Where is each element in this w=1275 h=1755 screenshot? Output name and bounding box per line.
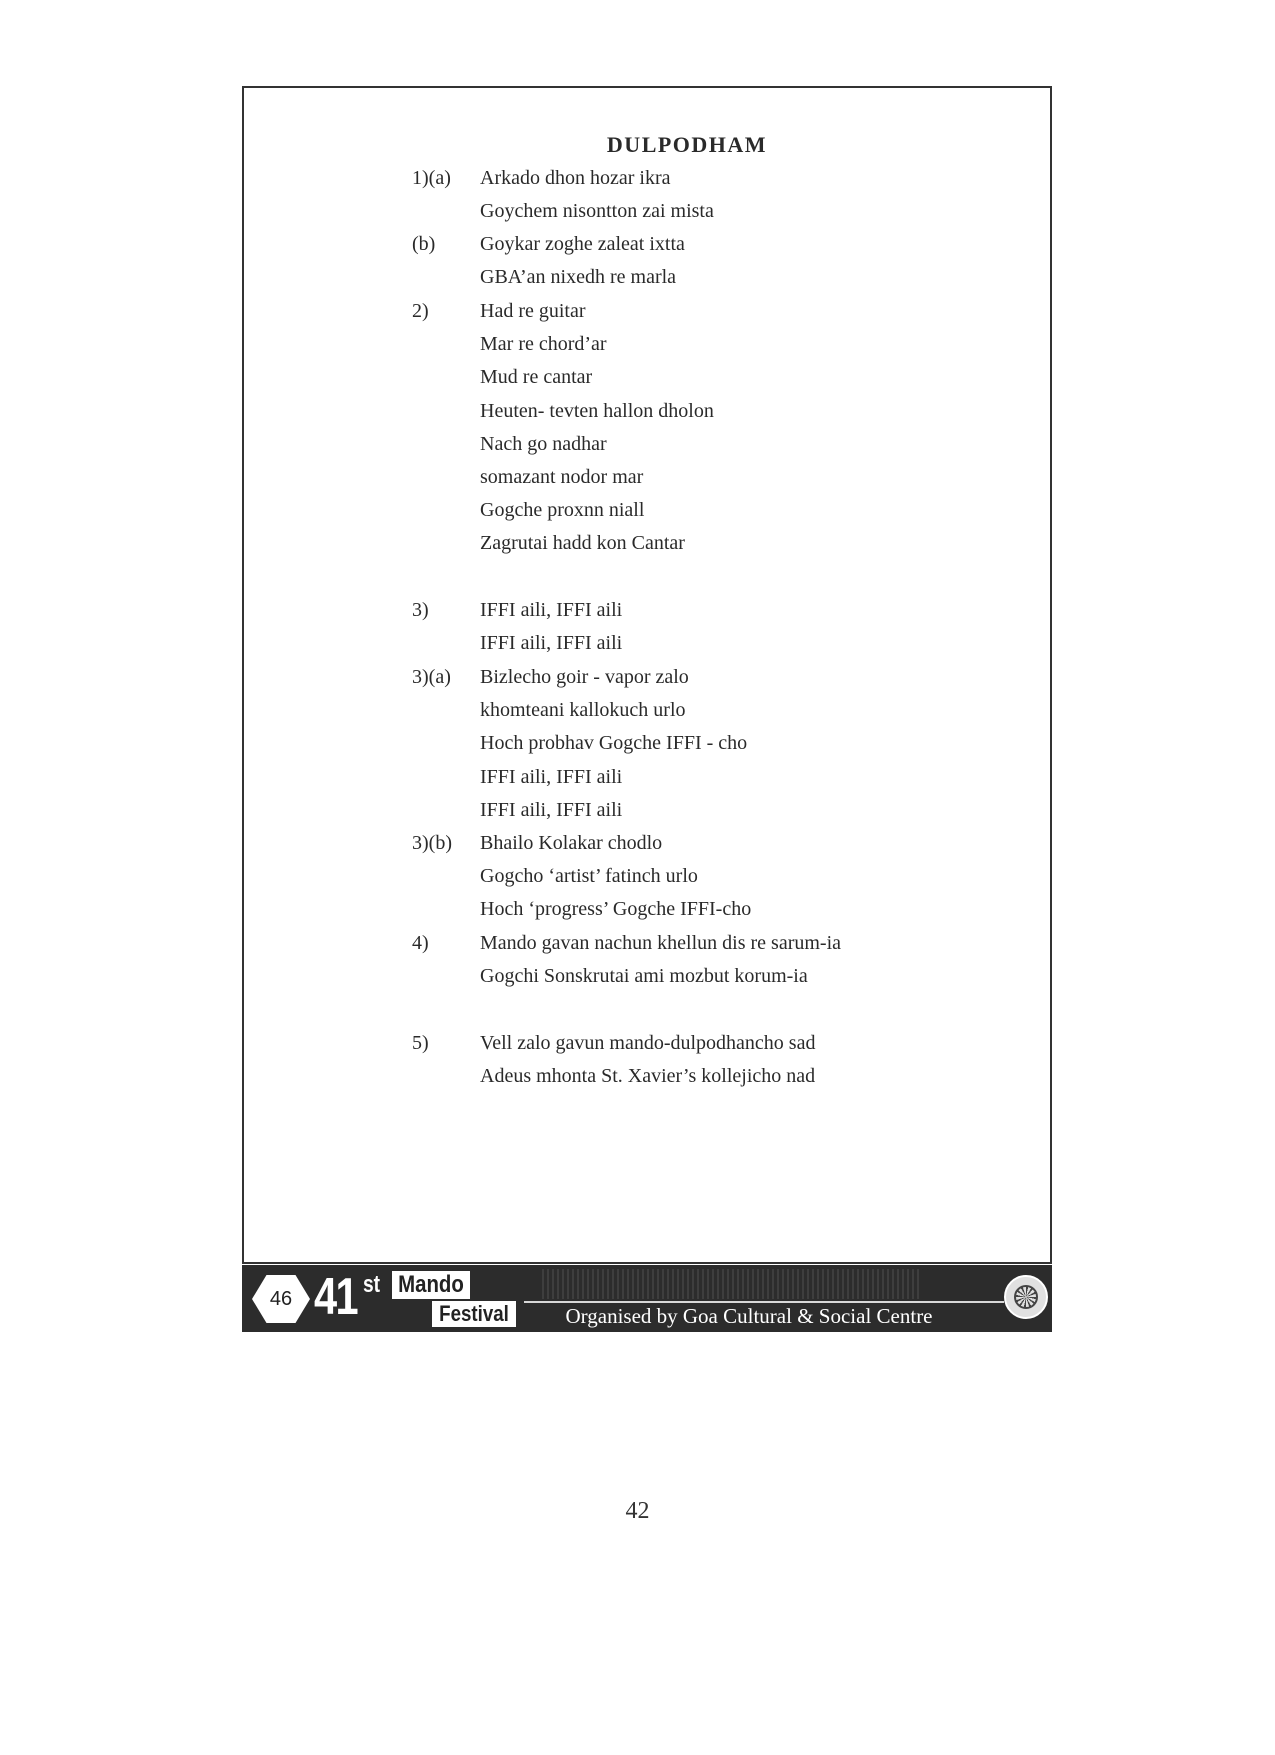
- festival-banner: [242, 1265, 1052, 1332]
- verse-number: 3)(b): [412, 832, 452, 854]
- verse-line: IFFI aili, IFFI aili: [480, 599, 623, 621]
- verse-line: Hoch probhav Gogche IFFI - cho: [480, 732, 748, 754]
- verse-line: Had re guitar: [480, 300, 586, 322]
- edition-number: 41: [314, 1268, 358, 1326]
- organisation-seal-icon: [1004, 1275, 1048, 1319]
- verse-line: Gogcho ‘artist’ fatinch urlo: [480, 865, 698, 887]
- verse-line: IFFI aili, IFFI aili: [480, 632, 623, 654]
- verse-line: somazant nodor mar: [480, 466, 644, 488]
- verse-line: Arkado dhon hozar ikra: [480, 167, 671, 189]
- verse-line: Adeus mhonta St. Xavier’s kollejicho nad: [480, 1065, 816, 1087]
- verse-line: Hoch ‘progress’ Gogche IFFI-cho: [480, 898, 752, 920]
- organiser-text: Organised by Goa Cultural & Social Centre: [565, 1304, 933, 1328]
- verse-line: Gogchi Sonskrutai ami mozbut korum-ia: [480, 965, 808, 987]
- verse-number: 1)(a): [412, 167, 451, 189]
- verse-number: (b): [412, 233, 436, 255]
- verse-line: khomteani kallokuch urlo: [480, 699, 686, 721]
- verse-line: IFFI aili, IFFI aili: [480, 799, 623, 821]
- banner-page-badge: 46: [269, 1288, 293, 1310]
- verse-line: Mando gavan nachun khellun dis re sarum-ia: [480, 932, 842, 954]
- seal-emblem-icon: [1014, 1285, 1038, 1309]
- verse-line: Gogche proxnn niall: [480, 499, 645, 521]
- verse-number: 2): [412, 300, 429, 322]
- verse-line: IFFI aili, IFFI aili: [480, 766, 623, 788]
- verse-line: Goykar zoghe zaleat ixtta: [480, 233, 685, 255]
- verse-line: Bizlecho goir - vapor zalo: [480, 666, 689, 688]
- edition-suffix: st: [363, 1271, 381, 1298]
- verse-line: Goychem nisontton zai mista: [480, 200, 714, 222]
- verse-line: Zagrutai hadd kon Cantar: [480, 532, 685, 554]
- verse-number: 3)(a): [412, 666, 451, 688]
- banner-texture: [542, 1269, 922, 1299]
- verse-line: Bhailo Kolakar chodlo: [480, 832, 663, 854]
- poem-title: DULPODHAM: [606, 132, 768, 157]
- verse-line: Mud re cantar: [480, 366, 593, 388]
- content-frame: [242, 86, 1052, 1264]
- verse-line: Mar re chord’ar: [480, 333, 607, 355]
- verse-line: Heuten- tevten hallon dholon: [480, 400, 714, 422]
- verse-number: 3): [412, 599, 429, 621]
- verse-number: 4): [412, 932, 429, 954]
- verse-line: Vell zalo gavun mando-dulpodhancho sad: [480, 1032, 816, 1054]
- festival-label: Festival: [439, 1301, 509, 1326]
- verse-line: Nach go nadhar: [480, 433, 607, 455]
- verse-line: GBA’an nixedh re marla: [480, 266, 677, 288]
- mando-label: Mando: [398, 1271, 464, 1298]
- verse-number: 5): [412, 1032, 429, 1054]
- page-number: 42: [625, 1498, 650, 1524]
